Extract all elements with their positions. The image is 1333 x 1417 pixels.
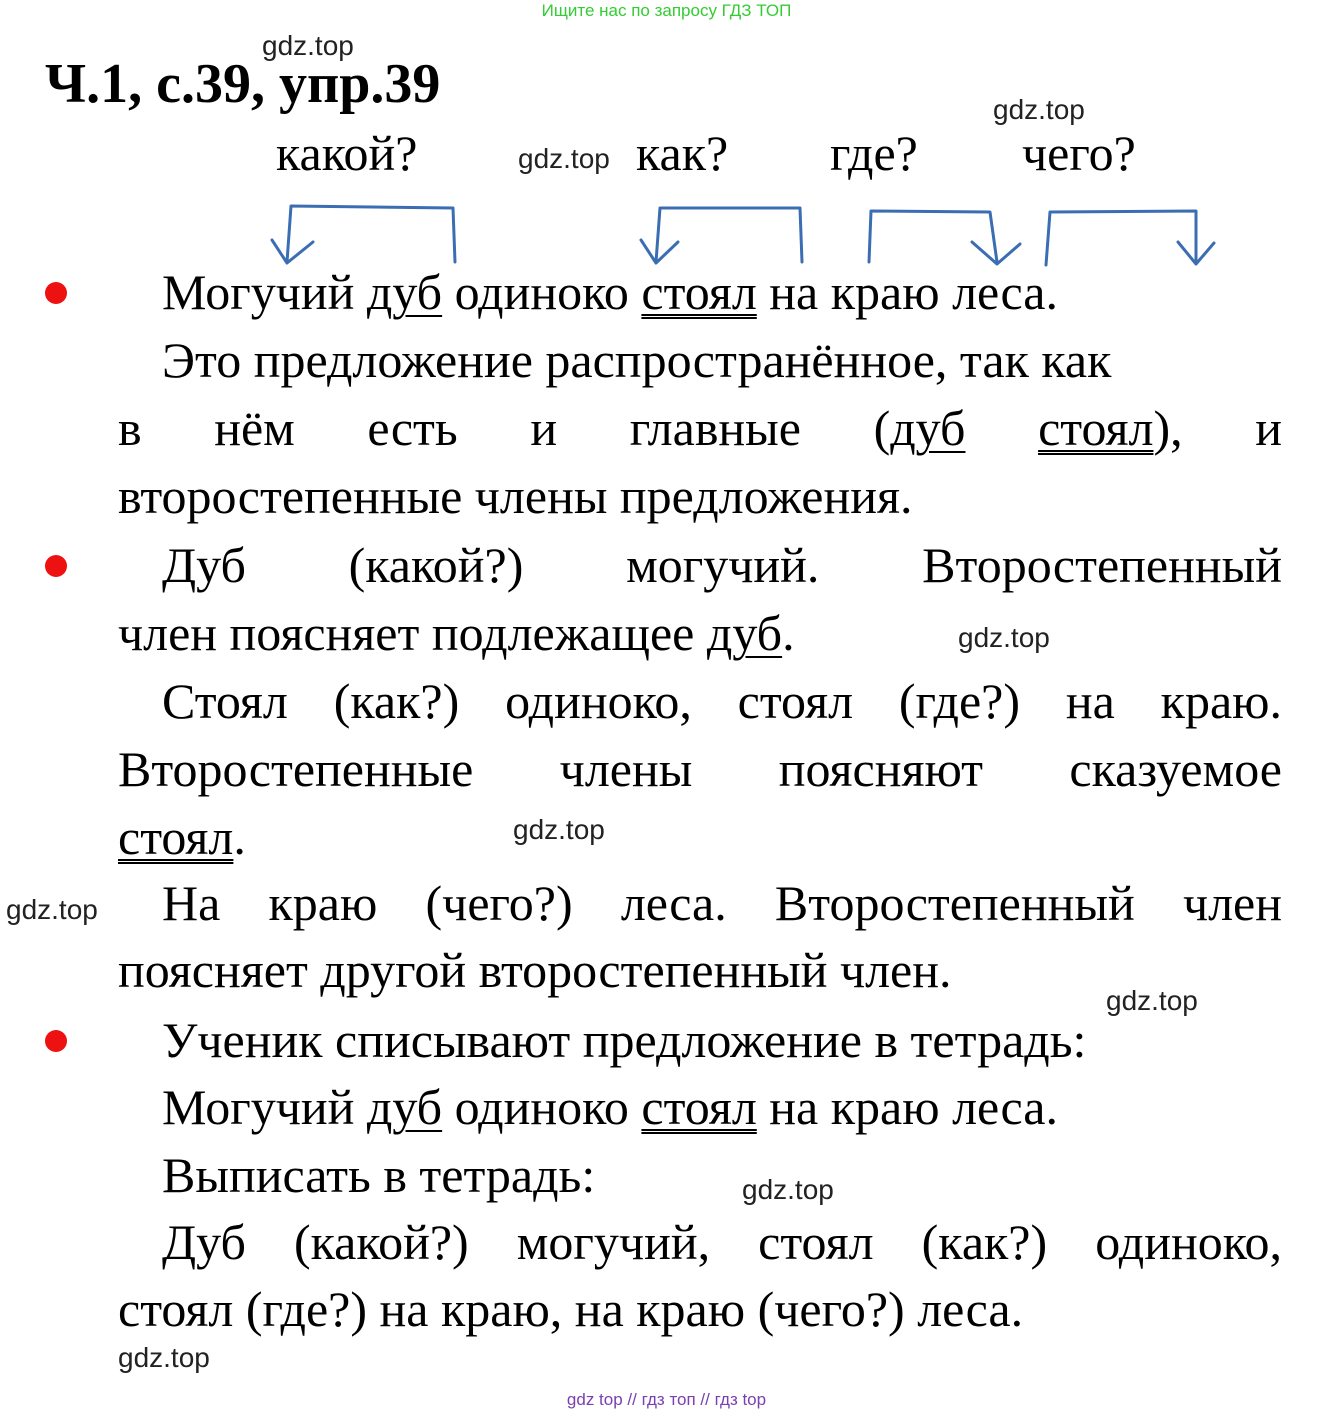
subject-word: дуб [890, 400, 966, 456]
page-title: Ч.1, с.39, упр.39 [45, 53, 441, 115]
word: одиноко [454, 264, 629, 320]
explanation-line: Второстепенные члены поясняют сказуемое [118, 741, 1282, 797]
watermark: gdz.top [518, 143, 610, 174]
explanation-line: в нём есть и главные (дуб стоял), и [118, 400, 1282, 456]
watermark: gdz.top [6, 894, 98, 925]
explanation-line: поясняет другой второстепенный член. [118, 942, 952, 998]
sentence-line [162, 1077, 1058, 1137]
explanation-line: Ученик списывают предложение в тетрадь: [162, 1012, 1087, 1068]
question-how: как? [636, 125, 729, 181]
text: . [782, 605, 795, 661]
explanation-line: Дуб (какой?) могучий. Второстепенный [162, 537, 1282, 593]
watermark: gdz.top [1106, 985, 1198, 1016]
word: Могучий [162, 1079, 355, 1135]
word: одиноко [454, 1079, 629, 1135]
bullet [45, 1030, 67, 1052]
word: Могучий [162, 264, 355, 320]
subject-word: дуб [366, 264, 443, 320]
explanation-line: Стоял (как?) одиноко, стоял (где?) на краю. [162, 673, 1282, 729]
explanation-line: второстепенные члены предложения. [118, 468, 913, 524]
explanation-line: стоял (где?) на краю, на краю (чего?) леса. [118, 1281, 1024, 1337]
subject-word: дуб [706, 605, 783, 661]
text: член поясняет подлежащее [118, 605, 695, 661]
arrow-how [641, 208, 802, 263]
word: на краю леса. [769, 1079, 1058, 1135]
predicate-word: стоял [641, 1079, 757, 1135]
explanation-line: Выписать в тетрадь: [162, 1147, 596, 1203]
explanation-line: Это предложение распространённое, так как [162, 332, 1112, 388]
top-banner[interactable]: Ищите нас по запросу ГДЗ ТОП [541, 1, 792, 20]
bullet [45, 282, 67, 304]
arrow-where [869, 211, 1020, 264]
sentence-line [162, 262, 1058, 322]
text: . [233, 809, 246, 865]
arrow-what-kind [272, 206, 455, 263]
watermark: gdz.top [742, 1174, 834, 1205]
predicate-word: стоял [641, 264, 757, 320]
explanation-line [118, 807, 246, 867]
question-of-what: чего? [1022, 125, 1136, 181]
watermark: gdz.top [262, 30, 354, 61]
arrow-of-what [1046, 211, 1214, 265]
explanation-line: Дуб (какой?) могучий, стоял (как?) одиноко, [162, 1214, 1282, 1270]
predicate-word: стоял [118, 809, 234, 865]
word: на краю леса. [769, 264, 1058, 320]
footer-links[interactable]: gdz top // гдз топ // гдз top [566, 1390, 767, 1409]
question-what-kind: какой? [276, 125, 418, 181]
question-where: где? [830, 125, 918, 181]
watermark: gdz.top [958, 622, 1050, 653]
subject-word: дуб [366, 1079, 443, 1135]
explanation-line: На краю (чего?) леса. Второстепенный член [162, 875, 1282, 931]
predicate-word: стоял [1038, 400, 1154, 456]
question-arrows [0, 0, 1333, 300]
watermark: gdz.top [513, 814, 605, 845]
bullet [45, 555, 67, 577]
watermark: gdz.top [118, 1342, 210, 1373]
watermark: gdz.top [993, 94, 1085, 125]
explanation-line [118, 603, 795, 663]
